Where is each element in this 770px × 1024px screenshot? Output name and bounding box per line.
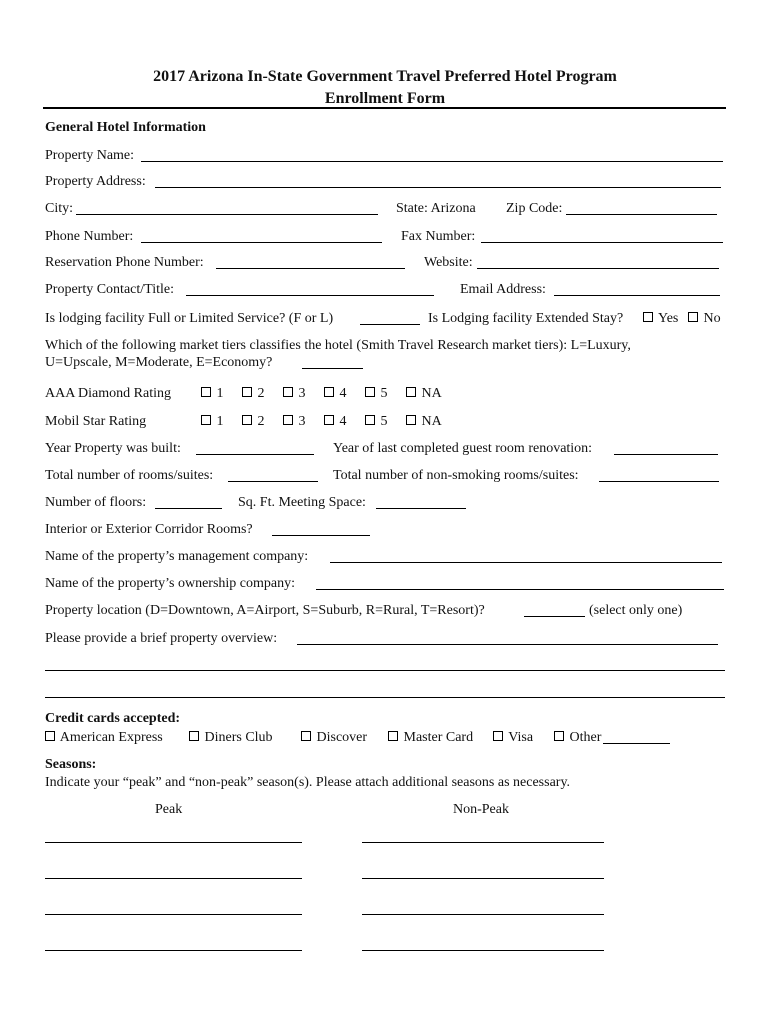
card-other-field[interactable] <box>603 743 670 744</box>
year-built-label: Year Property was built: <box>45 441 181 456</box>
checkbox-icon <box>324 387 334 397</box>
aaa-option[interactable]: 1 <box>201 385 224 402</box>
aaa-option[interactable]: NA <box>406 385 442 402</box>
website-field[interactable] <box>477 268 719 269</box>
property-location-question: Property location (D=Downtown, A=Airport, S=Suburb, R=Rural, T=Resort)? <box>45 603 485 618</box>
nonsmoking-rooms-field[interactable] <box>599 481 719 482</box>
property-contact-field[interactable] <box>186 295 434 296</box>
peak-season-field[interactable] <box>45 950 302 951</box>
select-only-one-note: (select only one) <box>589 603 683 618</box>
title-divider <box>43 107 726 109</box>
management-company-label: Name of the property’s management company: <box>45 549 309 564</box>
state-label: State: Arizona <box>396 201 476 216</box>
aaa-rating-label: AAA Diamond Rating <box>45 386 171 401</box>
card-option-master-card[interactable]: Master Card <box>388 729 473 746</box>
checkbox-icon <box>554 731 564 741</box>
overview-label: Please provide a brief property overview: <box>45 631 278 646</box>
overview-field[interactable] <box>297 644 718 645</box>
meeting-space-label: Sq. Ft. Meeting Space: <box>238 495 366 510</box>
card-option-american-express[interactable]: American Express <box>45 729 163 746</box>
reservation-phone-field[interactable] <box>216 268 405 269</box>
checkbox-icon <box>201 415 211 425</box>
form-title: 2017 Arizona In-State Government Travel Preferred Hotel Program <box>153 68 617 85</box>
nonpeak-season-field[interactable] <box>362 878 604 879</box>
checkbox-icon <box>242 415 252 425</box>
nonsmoking-rooms-label: Total number of non-smoking rooms/suites: <box>333 468 579 483</box>
property-address-label: Property Address: <box>45 174 146 189</box>
checkbox-icon <box>643 312 653 322</box>
checkbox-icon <box>283 415 293 425</box>
checkbox-icon <box>242 387 252 397</box>
checkbox-icon <box>45 731 55 741</box>
overview-line[interactable] <box>45 697 725 698</box>
card-option-other[interactable]: Other <box>554 729 601 746</box>
checkbox-icon <box>365 387 375 397</box>
form-subtitle: Enrollment Form <box>324 90 446 107</box>
service-type-question: Is lodging facility Full or Limited Service? (F or L) <box>45 311 334 326</box>
peak-column-label: Peak <box>155 802 183 817</box>
floors-field[interactable] <box>155 508 222 509</box>
year-renovation-label: Year of last completed guest room renovation: <box>333 441 593 456</box>
phone-field[interactable] <box>141 242 382 243</box>
card-option-visa[interactable]: Visa <box>493 729 533 746</box>
meeting-space-field[interactable] <box>376 508 466 509</box>
overview-line[interactable] <box>45 670 725 671</box>
mobil-option[interactable]: 4 <box>324 413 347 430</box>
email-field[interactable] <box>554 295 720 296</box>
nonpeak-season-field[interactable] <box>362 950 604 951</box>
ownership-company-field[interactable] <box>316 589 724 590</box>
ownership-company-label: Name of the property’s ownership company: <box>45 576 295 591</box>
peak-season-field[interactable] <box>45 842 302 843</box>
aaa-option[interactable]: 5 <box>365 385 388 402</box>
year-built-field[interactable] <box>196 454 314 455</box>
peak-season-field[interactable] <box>45 878 302 879</box>
property-name-label: Property Name: <box>45 148 135 163</box>
property-address-field[interactable] <box>155 187 721 188</box>
seasons-instructions: Indicate your “peak” and “non-peak” season(s). Please attach additional seasons as necessary. <box>45 775 571 790</box>
mobil-option[interactable]: 3 <box>283 413 306 430</box>
peak-season-field[interactable] <box>45 914 302 915</box>
aaa-option[interactable]: 3 <box>283 385 306 402</box>
mobil-option[interactable]: 1 <box>201 413 224 430</box>
floors-label: Number of floors: <box>45 495 147 510</box>
corridor-question: Interior or Exterior Corridor Rooms? <box>45 522 253 537</box>
year-renovation-field[interactable] <box>614 454 718 455</box>
checkbox-icon <box>406 387 416 397</box>
aaa-option[interactable]: 4 <box>324 385 347 402</box>
market-tiers-question-line1: Which of the following market tiers classifies the hotel (Smith Travel Research market tiers): L=Luxury, <box>45 338 631 353</box>
checkbox-icon <box>324 415 334 425</box>
phone-label: Phone Number: <box>45 229 134 244</box>
mobil-rating-label: Mobil Star Rating <box>45 414 147 429</box>
market-tier-field[interactable] <box>302 368 363 369</box>
general-info-heading: General Hotel Information <box>45 120 206 135</box>
management-company-field[interactable] <box>330 562 722 563</box>
market-tiers-question-line2: U=Upscale, M=Moderate, E=Economy? <box>45 355 273 370</box>
checkbox-icon <box>301 731 311 741</box>
checkbox-icon <box>189 731 199 741</box>
nonpeak-column-label: Non-Peak <box>453 802 509 817</box>
corridor-field[interactable] <box>272 535 370 536</box>
card-option-diners-club[interactable]: Diners Club <box>189 729 273 746</box>
checkbox-icon <box>283 387 293 397</box>
property-location-field[interactable] <box>524 616 585 617</box>
nonpeak-season-field[interactable] <box>362 914 604 915</box>
property-name-field[interactable] <box>141 161 723 162</box>
extended-stay-no[interactable]: No <box>688 310 721 327</box>
credit-cards-heading: Credit cards accepted: <box>45 711 181 726</box>
fax-label: Fax Number: <box>401 229 476 244</box>
card-option-discover[interactable]: Discover <box>301 729 367 746</box>
extended-stay-yes[interactable]: Yes <box>643 310 678 327</box>
total-rooms-field[interactable] <box>228 481 318 482</box>
email-label: Email Address: <box>460 282 546 297</box>
reservation-phone-label: Reservation Phone Number: <box>45 255 204 270</box>
checkbox-icon <box>365 415 375 425</box>
checkbox-icon <box>201 387 211 397</box>
city-label: City: <box>45 201 74 216</box>
zip-field[interactable] <box>566 214 717 215</box>
total-rooms-label: Total number of rooms/suites: <box>45 468 214 483</box>
service-type-field[interactable] <box>360 324 420 325</box>
seasons-heading: Seasons: <box>45 757 97 772</box>
extended-stay-question: Is Lodging facility Extended Stay? <box>428 311 624 326</box>
mobil-option[interactable]: NA <box>406 413 442 430</box>
checkbox-icon <box>406 415 416 425</box>
nonpeak-season-field[interactable] <box>362 842 604 843</box>
city-field[interactable] <box>76 214 378 215</box>
checkbox-icon <box>493 731 503 741</box>
mobil-option[interactable]: 5 <box>365 413 388 430</box>
aaa-option[interactable]: 2 <box>242 385 265 402</box>
fax-field[interactable] <box>481 242 723 243</box>
checkbox-icon <box>388 731 398 741</box>
checkbox-icon <box>688 312 698 322</box>
mobil-option[interactable]: 2 <box>242 413 265 430</box>
property-contact-label: Property Contact/Title: <box>45 282 174 297</box>
zip-label: Zip Code: <box>506 201 563 216</box>
website-label: Website: <box>424 255 473 270</box>
